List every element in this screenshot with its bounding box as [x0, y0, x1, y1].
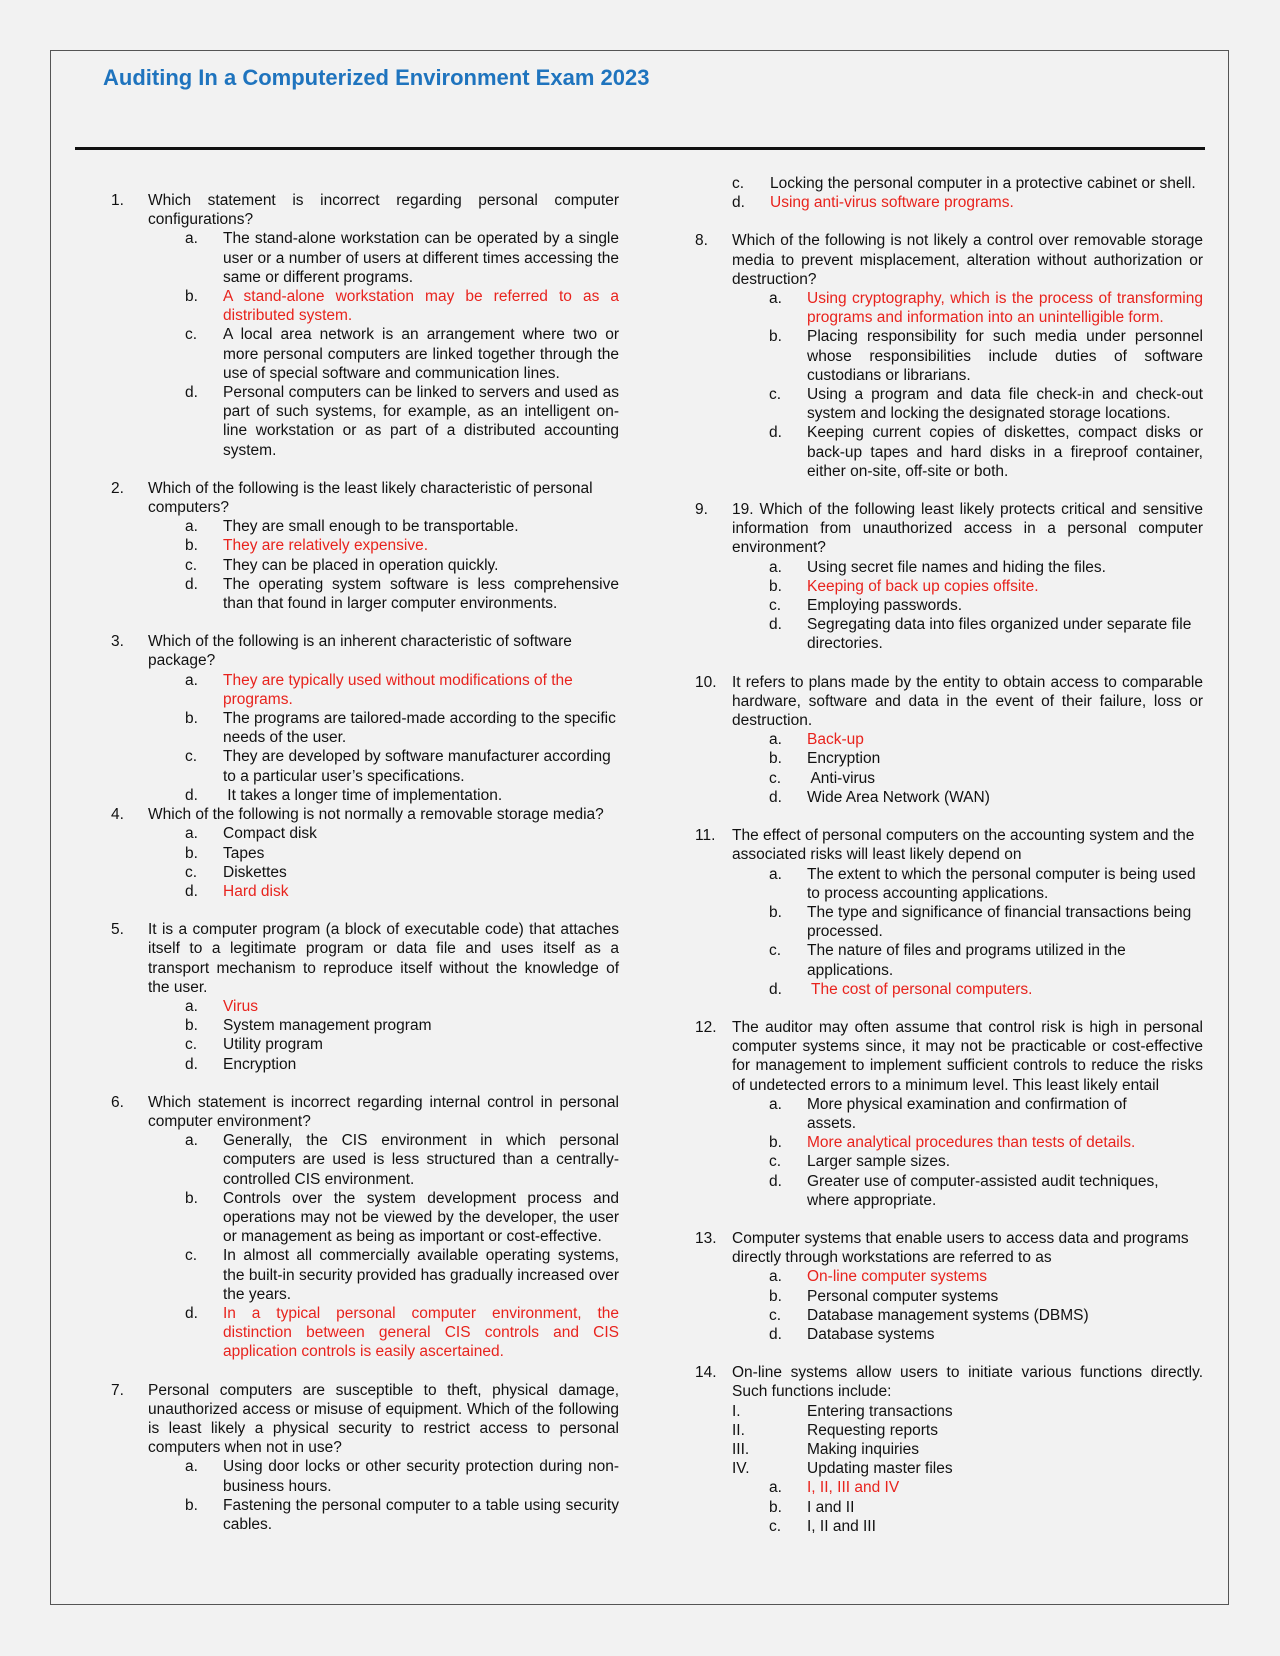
option-a [732, 558, 1203, 577]
option-d-answer [148, 882, 619, 901]
question-8 [695, 231, 1203, 481]
option-b [148, 709, 619, 747]
option-label: c. [732, 175, 745, 192]
option-label: b. [185, 710, 198, 728]
question-7-continued [695, 174, 1203, 212]
question-10 [695, 673, 1203, 807]
option-d-answer [148, 1304, 619, 1362]
roman-item-iv [732, 1459, 1203, 1478]
option-d-answer [732, 980, 1203, 999]
option-label: b. [185, 1496, 198, 1514]
question-number: 11. [695, 827, 716, 845]
option-a-answer [148, 671, 619, 709]
option-label: d. [769, 424, 782, 442]
question-text: On-line systems allow users to initiate various functions directly. Such functions include: [732, 1364, 1203, 1401]
question-text: Which statement is incorrect regarding personal computer configurations? [148, 192, 619, 229]
option-b [732, 327, 1203, 385]
question-number: 2. [111, 479, 124, 497]
option-label: c. [185, 748, 198, 766]
option-label: a. [185, 1132, 198, 1150]
option-label: b. [185, 537, 198, 555]
question-9 [695, 500, 1203, 654]
option-text: Encryption [223, 1055, 297, 1073]
option-text: Utility program [223, 1036, 323, 1054]
question-5 [111, 920, 619, 1074]
option-label: d. [732, 194, 745, 212]
option-b-answer [148, 287, 619, 325]
option-label: d. [769, 788, 782, 806]
option-label: a. [185, 671, 198, 689]
question-text: It refers to plans made by the entity to obtain access to comparable hardware, software and data in the event of their failure, loss or destruction. [732, 673, 1203, 730]
option-label: c. [769, 1153, 782, 1171]
option-b [148, 1496, 619, 1534]
question-3 [111, 632, 619, 805]
exam-title: Auditing In a Computerized Environment Exam 2023 [103, 65, 650, 90]
option-label: d. [185, 882, 198, 900]
option-label: a. [185, 1458, 198, 1476]
option-text: Using secret file names and hiding the files. [807, 558, 1106, 576]
option-text: Back-up [807, 731, 864, 749]
option-text: The nature of files and programs utilized in the applications. [807, 942, 1126, 979]
option-label: d. [769, 1325, 782, 1343]
option-text: Locking the personal computer in a protective cabinet or shell. [770, 175, 1196, 192]
option-c [695, 174, 1203, 193]
option-d [148, 383, 619, 460]
option-b-answer [732, 1133, 1203, 1152]
option-text: Greater use of computer-assisted audit techniques, where appropriate. [807, 1172, 1159, 1209]
question-number: 3. [111, 633, 124, 651]
option-text: The programs are tailored-made according to the specific needs of the user. [223, 710, 616, 747]
question-text: Which statement is incorrect regarding internal control in personal computer environment? [148, 1093, 619, 1130]
option-a-answer [732, 1267, 1203, 1286]
option-c [732, 596, 1203, 615]
option-d [732, 1172, 1203, 1210]
option-c [732, 385, 1203, 423]
option-text: Diskettes [223, 863, 287, 881]
option-d-answer [695, 193, 1203, 212]
option-label: a. [769, 1479, 782, 1497]
option-label: a. [185, 230, 198, 248]
option-text: I and II [807, 1498, 855, 1516]
roman-item-ii [732, 1421, 1203, 1440]
option-a [732, 1095, 1203, 1133]
option-label: c. [769, 386, 782, 404]
question-1 [111, 191, 619, 460]
question-13 [695, 1229, 1203, 1344]
question-number: 9. [695, 501, 708, 519]
option-label: d. [185, 786, 198, 804]
option-label: b. [769, 577, 782, 595]
option-label: II. [732, 1421, 745, 1439]
option-label: III. [732, 1440, 750, 1458]
question-text: Which of the following is the least likely characteristic of personal computers? [148, 479, 593, 517]
option-b-answer [732, 577, 1203, 596]
option-text: The operating system software is less comprehensive than that found in larger computer environments. [223, 575, 619, 613]
option-label: a. [185, 825, 198, 843]
question-2 [111, 479, 619, 613]
option-text: Placing responsibility for such media under personnel whose responsibilities include duties of software custodians or librarians. [807, 328, 1203, 384]
option-label: b. [185, 844, 198, 862]
option-c [732, 1152, 1203, 1171]
question-number: 1. [111, 192, 124, 209]
option-c [148, 1035, 619, 1054]
option-label: a. [185, 518, 198, 536]
question-number: 8. [695, 232, 708, 250]
option-d [732, 615, 1203, 653]
question-text: It is a computer program (a block of executable code) that attaches itself to a legitimate program or data file and uses itself as a transport mechanism to reproduce itself without the knowledge of the user. [148, 921, 619, 996]
option-text: They are small enough to be transportable. [223, 518, 519, 536]
option-text: Using cryptography, which is the process of transforming programs and information into an unintelligible form. [807, 290, 1203, 327]
option-label: b. [769, 328, 782, 346]
option-a-answer [732, 1478, 1203, 1497]
option-label: c. [185, 863, 198, 881]
option-b-answer [148, 536, 619, 555]
option-text: Fastening the personal computer to a table using security cables. [223, 1496, 619, 1533]
option-label: b. [769, 1134, 782, 1152]
option-text: Virus [223, 997, 259, 1015]
option-d [732, 788, 1203, 807]
option-text: Personal computers can be linked to servers and used as part of such systems, for example, as an intelligent on-line workstation or as part of a distributed accounting system. [223, 384, 619, 459]
option-d [148, 575, 619, 613]
question-number: 4. [111, 806, 124, 824]
option-text: Generally, the CIS environment in which personal computers are used is less structured than a centrally-controlled CIS environment. [223, 1132, 619, 1188]
option-a [732, 865, 1203, 903]
option-text: Using door locks or other security protection during non-business hours. [223, 1458, 619, 1495]
question-number: 5. [111, 921, 124, 939]
question-11 [695, 826, 1203, 999]
option-label: a. [769, 731, 782, 749]
option-label: b. [185, 288, 198, 306]
option-text: System management program [223, 1017, 432, 1035]
option-text: I, II, III and IV [807, 1479, 900, 1497]
option-label: c. [185, 326, 198, 344]
option-text: Updating master files [807, 1460, 953, 1478]
option-label: c. [769, 1517, 782, 1535]
option-text: The cost of personal computers. [807, 980, 1033, 998]
option-label: a. [769, 865, 782, 883]
option-c [148, 863, 619, 882]
option-b [732, 903, 1203, 941]
option-text: Database systems [807, 1325, 935, 1343]
option-label: a. [769, 1268, 782, 1286]
option-text: Using a program and data file check-in and check-out system and locking the designated storage locations. [807, 386, 1203, 423]
option-text: They can be placed in operation quickly. [223, 556, 499, 574]
option-text: Encryption [807, 750, 881, 768]
option-text: The type and significance of financial transactions being processed. [807, 903, 1192, 941]
option-label: b. [769, 903, 782, 921]
option-label: c. [769, 1306, 782, 1324]
option-label: d. [185, 1055, 198, 1073]
option-a [148, 517, 619, 536]
right-column [695, 174, 1203, 1555]
title-divider [75, 147, 1205, 150]
option-label: c. [185, 1036, 198, 1054]
option-c [732, 1306, 1203, 1325]
question-number: 7. [111, 1381, 124, 1399]
option-text: In almost all commercially available operating systems, the built-in security provided has gradually increased over the years. [223, 1247, 619, 1303]
option-text: Making inquiries [807, 1440, 919, 1458]
option-text: The extent to which the personal computer is being used to process accounting applications. [807, 865, 1196, 902]
exam-page [50, 50, 1229, 1605]
option-label: d. [185, 575, 198, 593]
option-label: b. [769, 1287, 782, 1305]
option-label: d. [185, 384, 198, 402]
option-b [148, 844, 619, 863]
option-label: d. [769, 616, 782, 634]
option-text: They are relatively expensive. [223, 537, 429, 555]
option-c [148, 1246, 619, 1304]
question-12 [695, 1018, 1203, 1210]
option-text: They are typically used without modifications of the programs. [223, 671, 573, 708]
option-label: a. [769, 290, 782, 308]
option-text: Tapes [223, 844, 265, 862]
option-label: c. [769, 942, 782, 960]
option-text: A stand-alone workstation may be referred to as a distributed system. [223, 288, 619, 325]
option-text: I, II and III [807, 1517, 876, 1535]
question-4 [111, 805, 619, 901]
option-text: They are developed by software manufacturer according to a particular user’s specifications. [223, 748, 611, 785]
option-text: Segregating data into files organized under separate file directories. [807, 616, 1192, 653]
option-label: c. [185, 556, 198, 574]
question-text: Which of the following is an inherent characteristic of software package? [148, 633, 572, 670]
option-label: d. [769, 1172, 782, 1190]
option-text: A local area network is an arrangement where two or more personal computers are linked together through the use of special software and communication lines. [223, 326, 619, 382]
option-text: Hard disk [223, 882, 289, 900]
option-label: b. [769, 1498, 782, 1516]
question-14 [695, 1363, 1203, 1536]
question-number: 13. [695, 1229, 717, 1247]
question-6 [111, 1093, 619, 1362]
option-text: Keeping of back up copies offsite. [807, 577, 1039, 595]
option-text: Using anti-virus software programs. [770, 194, 1014, 212]
option-a-answer [732, 289, 1203, 327]
option-text: In a typical personal computer environment, the distinction between general CIS controls and CIS application controls is easily ascertained. [223, 1304, 619, 1361]
option-text: Keeping current copies of diskettes, compact disks or back-up tapes and hard disks in a fireproof container, either on-site, off-site or both. [807, 424, 1203, 480]
option-text: Personal computer systems [807, 1287, 999, 1305]
option-b [732, 1287, 1203, 1306]
option-label: c. [769, 597, 782, 615]
option-c [732, 1517, 1203, 1536]
option-label: IV. [732, 1460, 750, 1478]
option-label: c. [769, 769, 782, 787]
option-d [732, 1325, 1203, 1344]
option-text: Employing passwords. [807, 597, 963, 615]
question-text: Personal computers are susceptible to theft, physical damage, unauthorized access or misuse of equipment. Which of the following is least likely a physical security to restrict access to personal computers when not in use? [148, 1381, 619, 1457]
roman-item-i [732, 1402, 1203, 1421]
option-text: Anti-virus [807, 769, 876, 787]
option-a [148, 824, 619, 843]
question-text: 19. Which of the following least likely protects critical and sensitive information from unauthorized access in a personal computer environment? [732, 501, 1203, 557]
option-a [148, 229, 619, 287]
option-text: The stand-alone workstation can be operated by a single user or a number of users at different times accessing the same or different programs. [223, 230, 619, 286]
option-c [732, 769, 1203, 788]
option-text: Entering transactions [807, 1402, 953, 1420]
option-label: a. [185, 997, 198, 1015]
option-d [148, 786, 619, 805]
question-number: 12. [695, 1018, 717, 1036]
option-d [148, 1055, 619, 1074]
roman-item-iii [732, 1440, 1203, 1459]
option-label: b. [769, 750, 782, 768]
question-number: 14. [695, 1364, 717, 1382]
option-text: Larger sample sizes. [807, 1153, 951, 1171]
option-c [148, 325, 619, 383]
option-label: b. [185, 1017, 198, 1035]
option-text: Controls over the system development process and operations may not be viewed by the developer, the user or management as being as important or cost-effective. [223, 1189, 619, 1246]
option-c [148, 556, 619, 575]
option-a-answer [148, 997, 619, 1016]
question-text: Which of the following is not normally a removable storage media? [148, 806, 604, 824]
option-text: On-line computer systems [807, 1268, 988, 1286]
option-b [148, 1189, 619, 1247]
option-text: Wide Area Network (WAN) [807, 788, 990, 806]
question-number: 6. [111, 1093, 124, 1111]
option-label: I. [732, 1402, 741, 1420]
question-7 [111, 1381, 619, 1535]
option-a [148, 1131, 619, 1189]
question-text: Computer systems that enable users to access data and programs directly through workstations are referred to as [732, 1229, 1189, 1267]
option-text: Database management systems (DBMS) [807, 1306, 1089, 1324]
option-c [732, 941, 1203, 979]
option-text: More physical examination and confirmation of assets. [807, 1095, 1127, 1132]
option-text: More analytical procedures than tests of details. [807, 1134, 1136, 1152]
question-text: The effect of personal computers on the accounting system and the associated risks will least likely depend on [732, 827, 1195, 864]
question-text: Which of the following is not likely a control over removable storage media to prevent misplacement, alteration without authorization or destruction? [732, 232, 1203, 288]
option-b [148, 1016, 619, 1035]
option-b [732, 749, 1203, 768]
option-label: a. [769, 558, 782, 576]
option-text: Requesting reports [807, 1421, 938, 1439]
option-text: It takes a longer time of implementation. [223, 786, 503, 804]
option-a [148, 1457, 619, 1495]
option-b [732, 1498, 1203, 1517]
option-a-answer [732, 730, 1203, 749]
option-label: c. [185, 1247, 198, 1265]
option-label: d. [769, 980, 782, 998]
option-c [148, 747, 619, 785]
option-d [732, 423, 1203, 481]
option-label: a. [769, 1095, 782, 1113]
option-text: Compact disk [223, 825, 317, 843]
left-column [111, 191, 619, 1553]
option-label: b. [185, 1189, 198, 1207]
question-text: The auditor may often assume that control risk is high in personal computer systems since, it may not be practicable or cost-effective for management to implement sufficient controls to reduce the risks of undetected errors to a minimum level. This least likely entail [732, 1018, 1203, 1094]
option-label: d. [185, 1304, 198, 1322]
question-number: 10. [695, 673, 717, 691]
